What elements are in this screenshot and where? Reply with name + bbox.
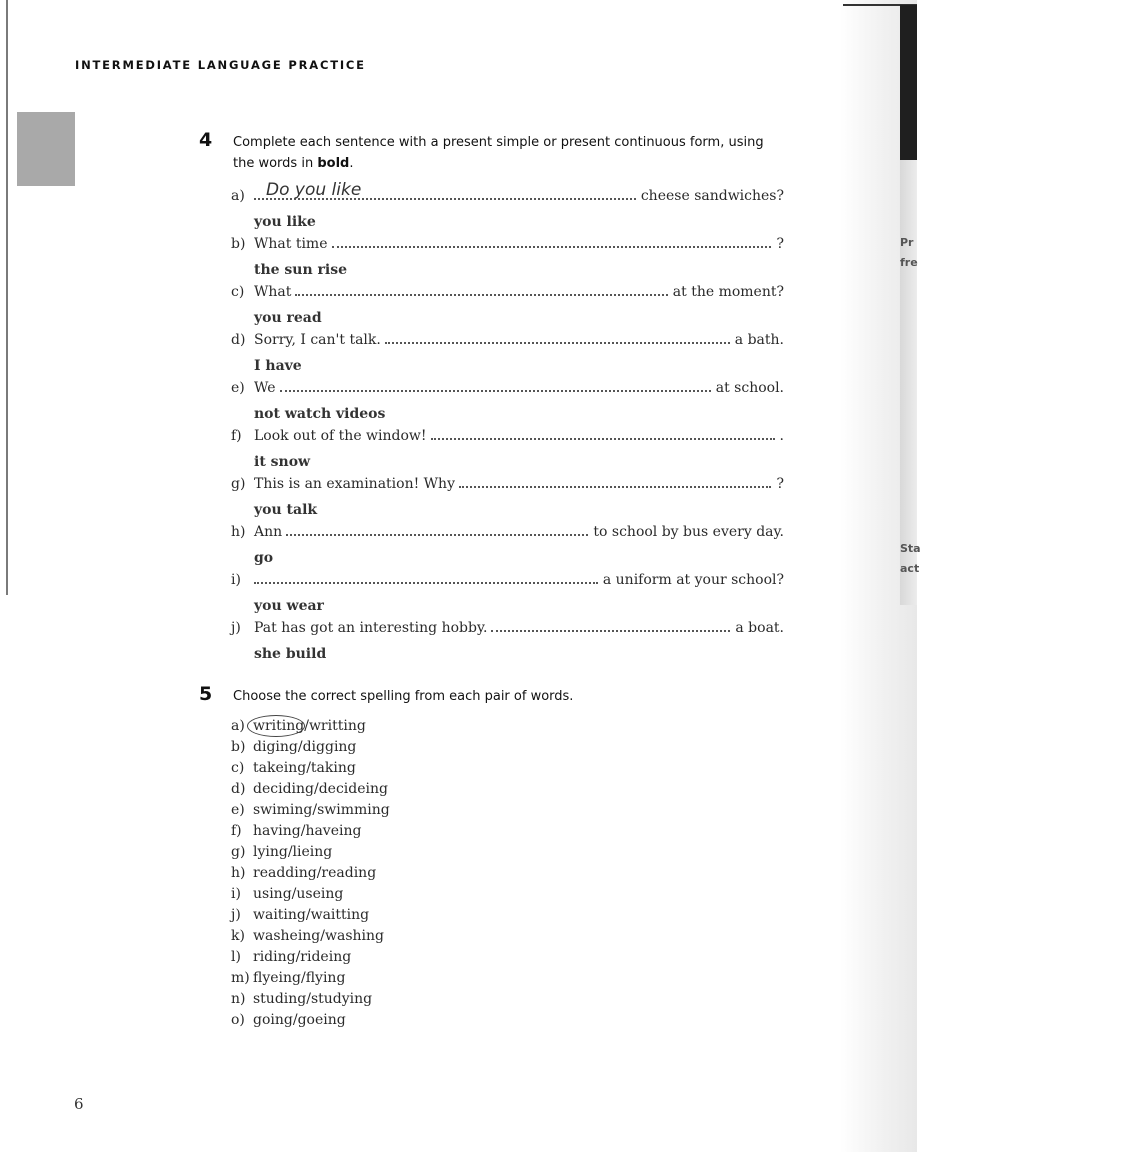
question-after: at school. <box>715 380 784 396</box>
item-letter: n) <box>231 991 246 1007</box>
handwritten-answer: Do you like <box>266 180 362 200</box>
question-before: Pat has got an interesting hobby. <box>254 620 488 636</box>
item-letter: o) <box>231 1012 245 1028</box>
item-letter: m) <box>231 970 250 986</box>
item-letter: a) <box>231 718 245 734</box>
hint-b: the sun rise <box>254 262 348 278</box>
question-letter: a) <box>231 188 245 204</box>
spelling-item[interactable] <box>231 865 376 885</box>
instruction-end: . <box>349 156 354 171</box>
question-letter: d) <box>231 332 246 348</box>
item-letter: f) <box>231 823 242 839</box>
question-letter: f) <box>231 428 242 444</box>
question-letter: i) <box>231 572 241 588</box>
exercise-4-instruction <box>233 132 788 174</box>
question-before: What time <box>254 236 328 252</box>
item-text: takeing/taking <box>253 760 356 776</box>
item-letter: e) <box>231 802 245 818</box>
question-letter: g) <box>231 476 246 492</box>
side-fragment: fre <box>900 256 918 269</box>
answer-blank[interactable] <box>332 245 772 248</box>
question-h <box>231 524 784 544</box>
question-before: Ann <box>254 524 283 540</box>
hint-c: you read <box>254 310 322 326</box>
answer-circle <box>247 715 305 737</box>
instruction-bold: bold <box>317 156 350 171</box>
hint-h: go <box>254 550 274 566</box>
item-text: diging/digging <box>253 739 357 755</box>
item-letter: l) <box>231 949 241 965</box>
spelling-item[interactable] <box>231 886 343 906</box>
spelling-item[interactable] <box>231 739 356 759</box>
question-after: a uniform at your school? <box>602 572 784 588</box>
question-b <box>231 236 784 256</box>
question-letter: b) <box>231 236 246 252</box>
item-text: swiming/swimming <box>253 802 390 818</box>
question-c <box>231 284 784 304</box>
spelling-item[interactable] <box>231 844 332 864</box>
question-after: ? <box>776 476 784 492</box>
hint-e: not watch videos <box>254 406 386 422</box>
answer-blank[interactable] <box>431 437 775 440</box>
side-fragment: Sta <box>900 542 921 555</box>
hint-a: you like <box>254 214 316 230</box>
item-letter: i) <box>231 886 241 902</box>
item-text: having/haveing <box>253 823 362 839</box>
spelling-item[interactable] <box>231 718 1148 738</box>
answer-blank[interactable] <box>295 293 667 296</box>
question-before: This is an examination! Why <box>254 476 455 492</box>
question-letter: j) <box>231 620 241 636</box>
answer-blank[interactable] <box>254 180 636 200</box>
item-text: washeing/washing <box>253 928 384 944</box>
question-a <box>231 180 784 208</box>
answer-blank[interactable] <box>286 533 588 536</box>
question-before: Look out of the window! <box>254 428 427 444</box>
item-letter: b) <box>231 739 246 755</box>
question-after: . <box>779 428 784 444</box>
item-letter: k) <box>231 928 245 944</box>
question-letter: c) <box>231 284 245 300</box>
item-text: lying/lieing <box>253 844 333 860</box>
exercise-5-instruction: Choose the correct spelling from each pair of words. <box>233 689 574 704</box>
item-letter: d) <box>231 781 246 797</box>
answer-blank[interactable] <box>254 581 598 584</box>
question-before: What <box>254 284 292 300</box>
question-before: Sorry, I can't talk. <box>254 332 381 348</box>
page-number: 6 <box>74 1095 84 1113</box>
spelling-item[interactable] <box>231 760 356 780</box>
item-text: deciding/decideing <box>253 781 388 797</box>
item-text: waiting/waitting <box>253 907 370 923</box>
gray-tab-block <box>17 112 75 186</box>
hint-d: I have <box>254 358 302 374</box>
spelling-item[interactable] <box>231 970 345 990</box>
item-letter: h) <box>231 865 246 881</box>
hint-i: you wear <box>254 598 324 614</box>
item-text: riding/rideing <box>253 949 352 965</box>
spelling-item[interactable] <box>231 949 351 969</box>
item-text: readding/reading <box>253 865 377 881</box>
hint-f: it snow <box>254 454 311 470</box>
item-text: using/useing <box>253 886 344 902</box>
book-header: INTERMEDIATE LANGUAGE PRACTICE <box>75 58 366 72</box>
question-i <box>231 572 784 592</box>
spelling-item[interactable] <box>231 781 388 801</box>
question-after: ? <box>776 236 784 252</box>
hint-j: she build <box>254 646 327 662</box>
exercise-4-number: 4 <box>199 129 213 151</box>
item-text: flyeing/flying <box>253 970 346 986</box>
exercise-5-number: 5 <box>199 683 213 705</box>
item-text: writing/writting <box>253 718 366 734</box>
question-after: at the moment? <box>672 284 784 300</box>
answer-blank[interactable] <box>280 389 711 392</box>
next-page-dark-edge <box>900 5 917 161</box>
question-letter: h) <box>231 524 246 540</box>
question-after: a bath. <box>734 332 784 348</box>
answer-blank[interactable] <box>491 629 730 632</box>
spelling-item[interactable] <box>231 991 372 1011</box>
instruction-text: Complete each sentence with a present simple or present continuous form, using the words in <box>233 135 764 171</box>
item-text: going/goeing <box>253 1012 346 1028</box>
question-j <box>231 620 784 640</box>
question-letter: e) <box>231 380 245 396</box>
question-d <box>231 332 784 352</box>
spelling-item[interactable] <box>231 823 361 843</box>
next-page-edge <box>900 160 920 605</box>
item-text: studing/studying <box>253 991 373 1007</box>
spelling-item[interactable] <box>231 907 369 927</box>
question-e <box>231 380 784 400</box>
question-after: cheese sandwiches? <box>640 188 784 204</box>
spelling-item[interactable] <box>231 928 384 948</box>
answer-blank[interactable] <box>385 341 730 344</box>
item-letter: c) <box>231 760 245 776</box>
item-letter: j) <box>231 907 241 923</box>
page-edge-line <box>6 0 8 595</box>
answer-blank[interactable] <box>459 485 772 488</box>
side-fragment: act <box>900 562 920 575</box>
hint-g: you talk <box>254 502 318 518</box>
question-before: We <box>254 380 276 396</box>
side-fragment: Pr <box>900 236 914 249</box>
question-after: to school by bus every day. <box>593 524 784 540</box>
spelling-item[interactable] <box>231 1012 346 1032</box>
spelling-item[interactable] <box>231 802 390 822</box>
question-g <box>231 476 784 496</box>
question-f <box>231 428 784 448</box>
question-after: a boat. <box>735 620 784 636</box>
item-letter: g) <box>231 844 246 860</box>
